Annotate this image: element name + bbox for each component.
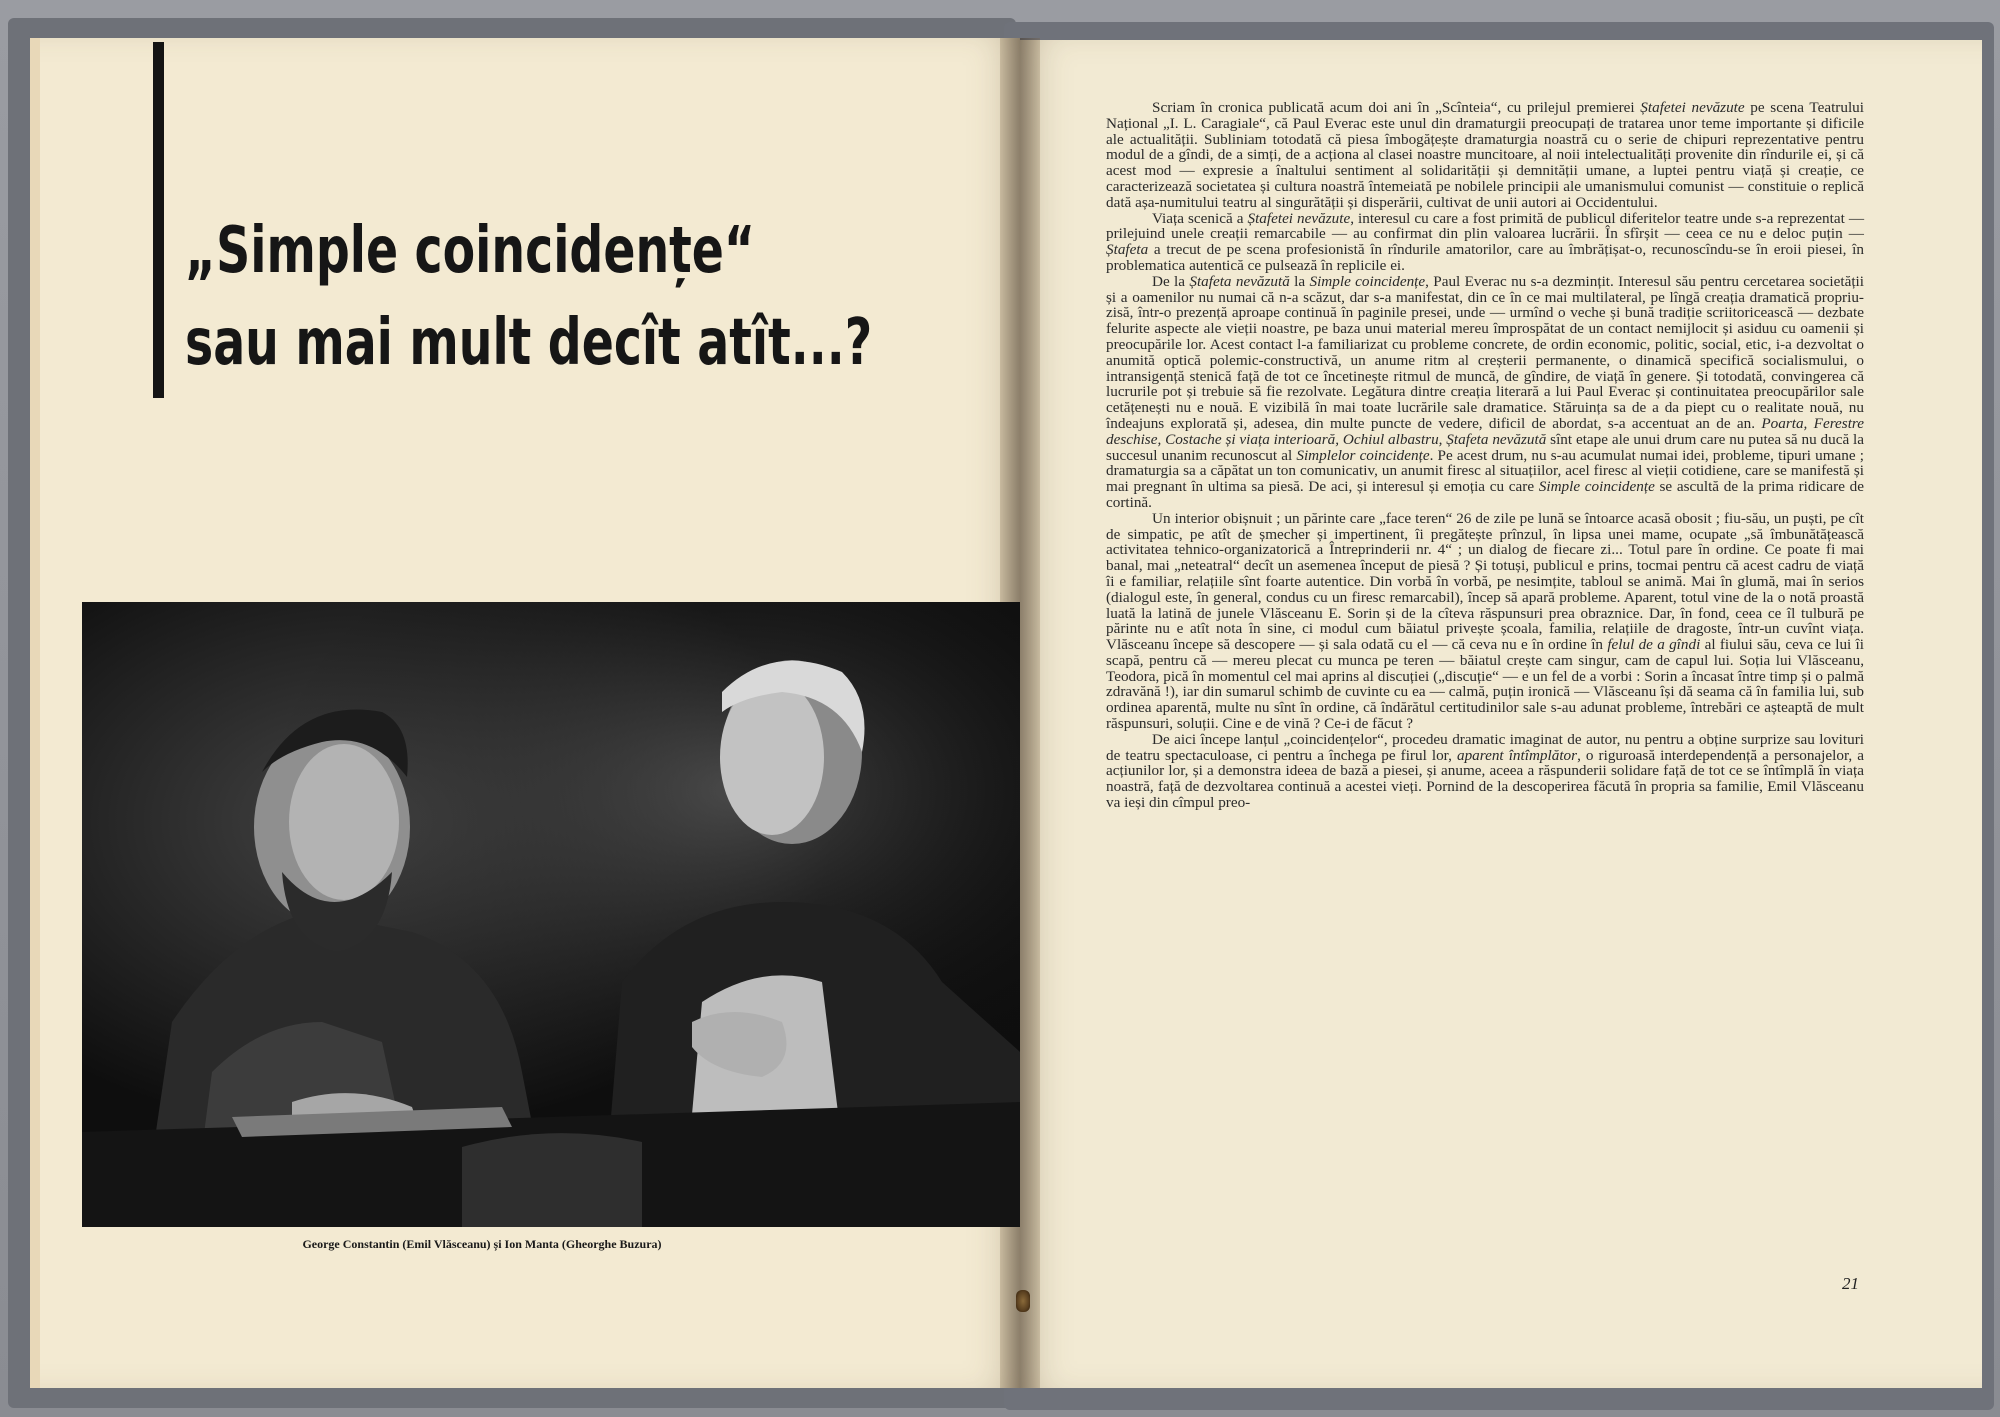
paragraph-5: De aici începe lanțul „coincidențelor“, procedeu dramatic imaginat de autor, nu pentru a obține surprize sau lovituri de teatru spectaculoase, ci pentru a închega pe firul lor, aparent întîmplător, o riguroasă interdependență a personajelor, a acțiunilor lor, și a demonstra ideea de bază a piesei, și anume, aceea a răspunderii solidare față de tot ce se întîmplă în viața noastră, față de dezvoltarea continuă a acestei vieți. Pornind de la descoperirea făcută în propria sa familie, Emil Vlăsceanu va ieși din cîmpul preo- — [1106, 730, 1864, 812]
title-line-2: sau mai mult decît atît...? — [185, 306, 873, 380]
article-title — [185, 205, 873, 389]
photo-caption: George Constantin (Emil Vlăsceanu) și Ion Manta (Gheorghe Buzura) — [302, 1237, 662, 1251]
binding-rivet — [1016, 1290, 1030, 1312]
production-photograph — [82, 602, 1020, 1227]
paragraph-3: De la Ștafeta nevăzută la Simple coincidențe, Paul Everac nu s-a dezmințit. Interesul său pentru cercetarea societății și a oamenilor nu numai că n-a scăzut, dar s-a manifestat, din ce în ce mai multilateral, pe lîngă creația dramatică propriu-zisă, într-o prezență aproape continuă în paginile presei, unde — urmînd o veche și bună tradiție scriitoricească — dezbate felurite aspecte ale vieții noastre, pe baza unui material mereu împrospătat de un contact nemijlocit și asiduu cu oamenii și preocupările lor. Acest contact l-a familiarizat cu probleme concrete, de ordin economic, politic, social, etic, i-a dezvoltat o anumită optică polemic-constructivă, un anume ritm al creșterii permanente, o dinamică specifică socialismului, o intransigență stenică față de tot ce încetinește ritmul de muncă, de gîndire, de viață în genere. Și totodată, convingerea că lucrurile pot și trebuie să fie rezolvate. Legătura dintre creația literară a lui Paul Everac și continuitatea preocupărilor sale cetățenești nu e nouă. E vizibilă în mai toate lucrările sale dramatice. Stăruința sa de a da piept cu o realitate nouă, nu îndeajuns explorată și, adesea, din multe puncte de vedere, dificil de abordat, s-a accentuat an de an. Poarta, Ferestre deschise, Costache și viața interioară, Ochiul albastru, Ștafeta nevăzută sînt etape ale unui drum care nu putea să nu ducă la succesul unanim recunoscut al Simplelor coincidențe. Pe acest drum, nu s-au acumulat numai idei, probleme, tipuri umane ; dramaturgia sa a căpătat un ton comunicativ, un anumit firesc al situațiilor, acel firesc al vieții cotidiene, care se manifestă și mai pregnant în ultima sa piesă. De aci, și interesul și emoția cu care Simple coincidențe se ascultă de la prima ridicare de cortină. — [1106, 272, 1864, 511]
paragraph-4: Un interior obișnuit ; un părinte care „face teren“ 26 de zile pe lună se întoarce acasă obosit ; fiu-său, un puști, pe cît de simpatic, pe atît de șmecher și impertinent, îi pregătește prînzul, în lipsa unei mame, ocupate „să îmbunătățească activitatea tehnico-organizatorică a Întreprinderii nr. 4“ ; un dialog de fiecare zi... Totul pare în ordine. Ce poate fi mai banal, mai „neteatral“ decît un asemenea început de piesă ? Și totuși, publicul e prins, tocmai pentru că acest cadru de viață îi e familiar, relațiile sînt foarte autentice. Din vorbă în vorbă, pe nesimțite, tabloul se animă. Mai în glumă, mai în serios (dialogul este, în general, condus cu un firesc remarcabil), încep să apară probleme. Aparent, totul vine de la o notă proastă luată la latină de junele Vlăsceanu E. Sorin și de la cîteva răspunsuri prea obraznice. Dar, în fond, ceea ce îl tulbură pe părinte nu e atît nota în sine, ci modul cum băiatul privește școala, familia, relațiile de dragoste, într-un cuvînt viața. Vlăsceanu începe să descopere — și sala odată cu el — că ceva nu e în ordine în felul de a gîndi al fiului său, ceva ce lui îi scapă, pentru că — mereu plecat cu munca pe teren — băiatul crește cam singur, cam de capul lui. Soția lui Vlăsceanu, Teodora, pică în momentul cel mai aprins al discuției („discuție“ — e un fel de a vorbi : Sorin a încasat între timp și o palmă zdravănă !), iar din sumarul schimb de cuvinte cu ea — calmă, puțin ironică — Vlăsceanu își dă seama că în familia lui, sub ordinea aparentă, multe nu sînt în ordine, că îndărătul certitudinilor sale s-au adunat probleme, întrebări ce așteaptă de mult răspunsuri, soluții. Cine e de vină ? Ce-i de făcut ? — [1106, 509, 1864, 733]
title-rule-bar — [153, 42, 164, 398]
paragraph-1: Scriam în cronica publicată acum doi ani în „Scînteia“, cu prilejul premierei Ștafetei nevăzute pe scena Teatrului Național „I. L. Caragiale“, că Paul Everac este unul din dramaturgii preocupați de tratarea unor teme importante și dificile ale actualității. Subliniam totodată că piesa îmbogățește dramaturgia noastră cu o serie de chipuri reprezentative pentru modul de a gîndi, de a simți, de a acționa al clasei noastre muncitoare, al noii intelectualități provenite din rîndurile ei, și că acest mod — expresie a înaltului sentiment al solidarității și demnității umane, a luptei pentru viață și creație, ce caracterizează societatea și cultura noastră întemeiată pe nobilele principii ale umanismului comunist — constituie o replică dată așa-numitului teatru al singurătății și disperării, cultivat de unii autori ai Occidentului. — [1106, 99, 1864, 211]
paragraph-2: Viața scenică a Ștafetei nevăzute, interesul cu care a fost primită de publicul diferitelor teatre unde s-a reprezentat — prilejuind unele creații remarcabile — au confirmat din plin valoarea lucrării. În sfîrșit — ceea ce nu e deloc puțin — Ștafeta a trecut de pe scena profesionistă în rîndurile amatorilor, care au îmbrățișat-o, recunoscîndu-se în eroii piesei, în problematica autentică ce pulsează în replicile ei. — [1106, 209, 1865, 274]
title-line-1: „Simple coincidențe“ — [185, 214, 756, 288]
photo-illustration — [82, 602, 1020, 1227]
article-body — [1106, 100, 1864, 811]
page-number: 21 — [1842, 1274, 1859, 1293]
